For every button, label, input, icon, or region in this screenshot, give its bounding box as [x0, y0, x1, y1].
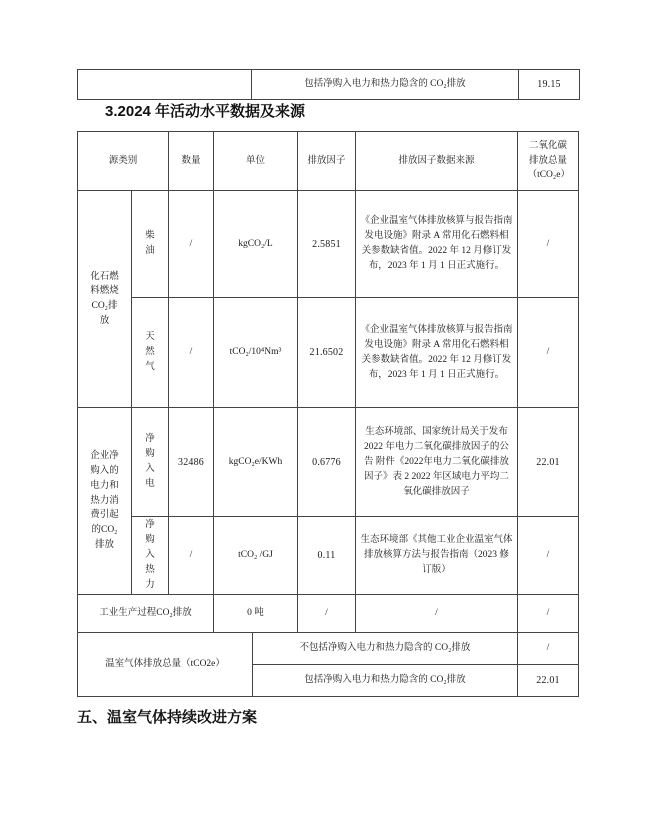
industrial-process-quantity: 0 吨 [214, 595, 298, 633]
ghg-total-including-description: 包括净购入电力和热力隐含的 CO₂排放 [253, 665, 518, 696]
ghg-total-excluding-value: / [518, 633, 578, 665]
fossil-group-label-text: 化石燃料燃烧CO₂排放 [90, 271, 119, 326]
natural-gas-source: 《企业温室气体排放核算与报告指南 发电设施》附录 A 常用化石燃料相关参数缺省值。2022 年 12 月修订发布，2023 年 1 月 1 日正式施行。 [356, 298, 518, 408]
ghg-total-including-value: 22.01 [536, 675, 560, 686]
heat-source: 生态环境部《其他工业企业温室气体排放核算方法与报告指南（2023 修订版） [356, 517, 518, 595]
diesel-unit: kgCO₂/L [214, 191, 298, 298]
section-heading-improvement-plan: 五、温室气体持续改进方案 [77, 709, 258, 726]
electricity-name [132, 408, 169, 517]
natural-gas-unit: tCO₂/10⁴Nm³ [214, 298, 298, 408]
ghg-total-excluding-description: 不包括净购入电力和热力隐含的 CO₂排放 [253, 633, 518, 665]
heat-unit: tCO₂ /GJ [214, 517, 298, 595]
diesel-source: 《企业温室气体排放核算与报告指南 发电设施》附录 A 常用化石燃料相关参数缺省值。2022 年 12 月修订发布，2023 年 1 月 1 日正式施行。 [356, 191, 518, 298]
natural-gas-total: / [518, 298, 578, 408]
electricity-name-text: 净购入电 [145, 433, 155, 490]
heat-name [132, 517, 169, 595]
header-co2-total-text: 二氧化碳排放总量（tCO₂e） [527, 140, 570, 181]
electricity-total: 22.01 [518, 408, 578, 517]
electricity-unit: kgCO₂e/KWh [214, 408, 298, 517]
natural-gas-quantity: / [169, 298, 214, 408]
header-emission-factor: 排放因子 [298, 132, 356, 191]
diesel-quantity: / [169, 191, 214, 298]
industrial-process-source: / [356, 595, 518, 633]
fossil-group-label [78, 191, 132, 408]
electricity-factor: 0.6776 [298, 408, 356, 517]
electricity-quantity: 32486 [169, 408, 214, 517]
industrial-process-total: / [518, 595, 578, 633]
fragment-value-cell: 19.15 [537, 79, 561, 90]
header-unit: 单位 [214, 132, 298, 191]
natural-gas-name [132, 298, 169, 408]
ghg-total-label: 温室气体排放总量（tCO2e） [78, 633, 253, 696]
electricity-source: 生态环境部、国家统计局关于发布 2022 年电力二氧化碳排放因子的公告 附件《2022年电力二氧化碳排放因子》表 2 2022 年区域电力平均二氧化碳排放因子 [356, 408, 518, 517]
heat-name-text: 净购入热力 [145, 519, 155, 591]
diesel-factor: 2.5851 [298, 191, 356, 298]
industrial-process-label: 工业生产过程CO₂排放 [78, 595, 214, 633]
header-quantity: 数量 [169, 132, 214, 191]
heat-quantity: / [169, 517, 214, 595]
fragment-empty-cell [78, 70, 252, 99]
header-source-category: 源类别 [78, 132, 169, 191]
diesel-name-text: 柴油 [145, 230, 155, 256]
purchased-group-label [78, 408, 132, 595]
purchased-group-label-text: 企业净购入的电力和热力消费引起的CO₂排放 [90, 451, 119, 550]
industrial-process-factor: / [298, 595, 356, 633]
diesel-name [132, 191, 169, 298]
fragment-description-cell: 包括净购入电力和热力隐含的 CO₂排放 [252, 70, 519, 99]
heat-factor: 0.11 [298, 517, 356, 595]
natural-gas-name-text: 天然气 [145, 331, 155, 373]
section-heading-activity-data: 3.2024 年活动水平数据及来源 [105, 103, 306, 120]
prev-table-fragment [77, 69, 580, 100]
header-co2-total [518, 132, 578, 191]
heat-total: / [518, 517, 578, 595]
activity-data-table [77, 131, 579, 697]
header-factor-source: 排放因子数据来源 [356, 132, 518, 191]
diesel-total: / [518, 191, 578, 298]
natural-gas-factor: 21.6502 [298, 298, 356, 408]
